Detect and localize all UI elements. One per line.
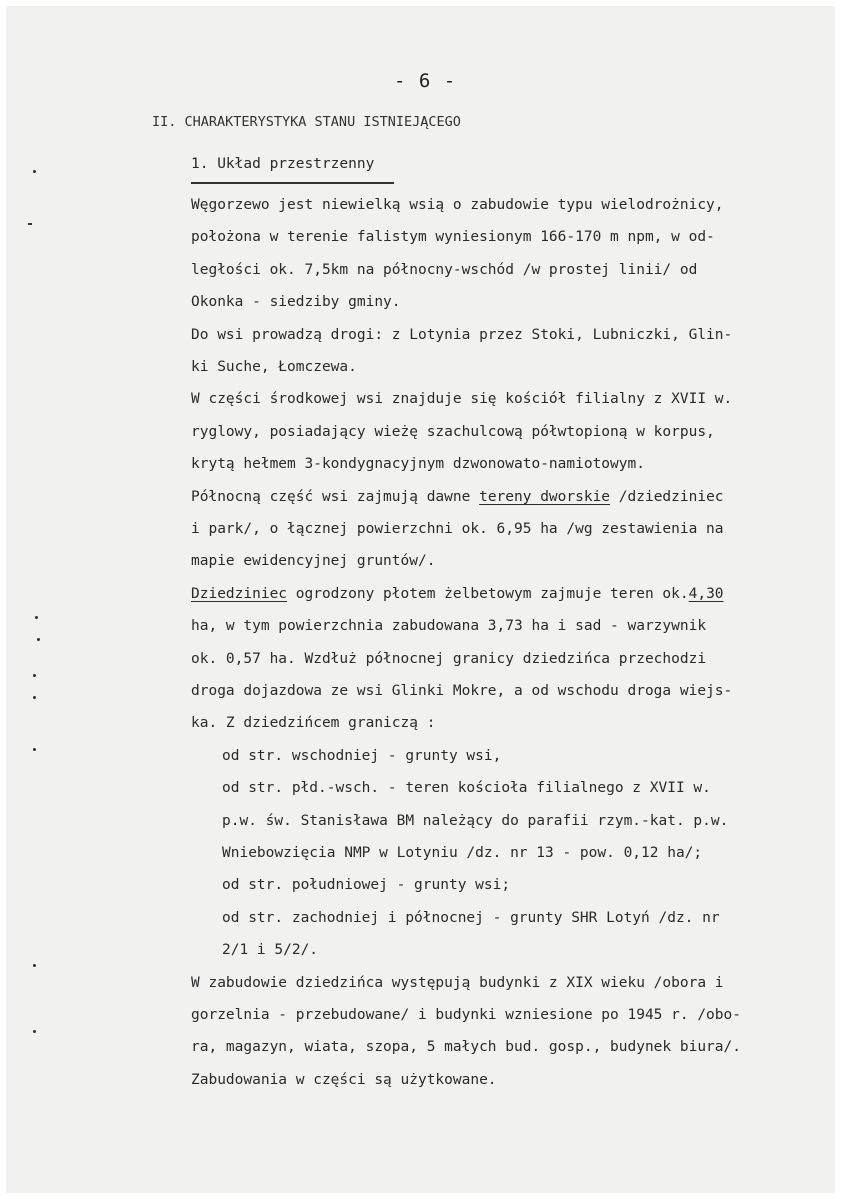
body-line xyxy=(191,358,357,376)
margin-mark xyxy=(33,696,36,699)
margin-mark xyxy=(37,638,40,641)
document-page xyxy=(6,6,835,1193)
body-line xyxy=(191,261,697,279)
line-text: mapie ewidencyjnej gruntów/. xyxy=(191,553,436,570)
body-line xyxy=(191,488,724,506)
margin-mark xyxy=(33,1030,36,1033)
line-text: ryglowy, posiadający wieżę szachulcową półwtopioną w korpus, xyxy=(191,423,715,440)
line-text: ha, w tym powierzchnia zabudowana 3,73 ha i sad - warzywnik xyxy=(191,618,707,635)
line-text: Okonka - siedziby gminy. xyxy=(191,294,401,311)
body-line xyxy=(191,293,401,311)
line-text: gorzelnia - przebudowane/ i budynki wzniesione po 1945 r. /obo- xyxy=(191,1007,741,1023)
page-number: - 6 - xyxy=(394,70,457,92)
margin-mark xyxy=(33,674,36,677)
chapter-title: II. CHARAKTERYSTYKA STANU ISTNIEJĄCEGO xyxy=(152,114,461,130)
line-text: droga dojazdowa ze wsi Glinki Mokre, a od wschodu droga wiejs- xyxy=(191,683,733,699)
line-text: ogrodzony płotem żelbetowym zajmuje teren ok. xyxy=(287,585,689,602)
body-line xyxy=(191,650,706,668)
body-line xyxy=(191,196,724,214)
body-line xyxy=(191,520,724,538)
line-text: 2/1 i 5/2/. xyxy=(222,942,319,959)
body-line xyxy=(222,747,501,765)
line-text: ki Suche, Łomczewa. xyxy=(191,359,357,375)
body-line xyxy=(191,1071,497,1089)
body-line xyxy=(191,714,435,732)
section-heading: 1. Układ przestrzenny xyxy=(191,156,375,172)
body-line xyxy=(222,909,720,927)
line-text: ległości ok. 7,5km na północny-wschód /w prostej linii/ od xyxy=(191,261,698,278)
underlined-text: Dziedziniec xyxy=(191,585,288,602)
body-line xyxy=(191,1038,741,1056)
margin-mark xyxy=(28,223,32,225)
heading-underline xyxy=(191,182,394,184)
line-text: Do wsi prowadzą drogi: z Lotynia przez Stoki, Lubniczki, Glin- xyxy=(191,326,733,343)
body-line xyxy=(222,941,318,959)
line-text: od str. południowej - grunty wsi; xyxy=(222,877,511,894)
line-text: ka. Z dziedzińcem graniczą : xyxy=(191,715,436,732)
margin-mark xyxy=(33,964,36,967)
line-text: W części środkowej wsi znajduje się kościół filialny z XVII w. xyxy=(191,391,733,408)
margin-mark xyxy=(33,748,36,751)
line-text: Węgorzewo jest niewielką wsią o zabudowie typu wielodrożnicy, xyxy=(191,197,724,213)
body-line xyxy=(222,844,702,862)
body-line xyxy=(191,585,724,603)
line-text: i park/, o łącznej powierzchni ok. 6,95 ha /wg zestawienia na xyxy=(191,521,724,537)
line-text: /dziedziniec xyxy=(610,488,724,505)
underlined-text: 4,30 xyxy=(688,585,724,602)
body-line xyxy=(191,228,715,246)
body-line xyxy=(191,682,732,700)
line-text: Północną część wsi zajmują dawne xyxy=(191,488,480,505)
line-text: W zabudowie dziedzińca występują budynki z XIX wieku /obora i xyxy=(191,974,724,991)
body-line xyxy=(191,423,715,441)
body-line xyxy=(191,390,732,408)
body-line xyxy=(222,812,728,830)
body-line xyxy=(191,617,706,635)
line-text: Wniebowzięcia NMP w Lotyniu /dz. nr 13 - pow. 0,12 ha/; xyxy=(222,845,703,861)
body-line xyxy=(191,552,435,570)
body-line xyxy=(222,779,711,797)
line-text: ok. 0,57 ha. Wzdłuż północnej granicy dziedzińca przechodzi xyxy=(191,650,707,667)
line-text: krytą hełmem 3-kondygnacyjnym dzwonowato-namiotowym. xyxy=(191,456,645,473)
body-line xyxy=(191,455,645,473)
body-line xyxy=(191,974,724,992)
margin-mark xyxy=(35,616,38,619)
body-line xyxy=(191,1006,741,1024)
body-line xyxy=(191,326,732,344)
line-text: od str. płd.-wsch. - teren kościoła filialnego z XVII w. xyxy=(222,780,711,797)
line-text: p.w. św. Stanisława BM należący do parafii rzym.-kat. p.w. xyxy=(222,812,729,829)
line-text: od str. wschodniej - grunty wsi, xyxy=(222,747,502,764)
line-text: od str. zachodniej i północnej - grunty SHR Lotyń /dz. nr xyxy=(222,909,720,926)
body-line xyxy=(222,876,510,894)
line-text: ra, magazyn, wiata, szopa, 5 małych bud. gosp., budynek biura/. xyxy=(191,1039,741,1056)
line-text: Zabudowania w części są użytkowane. xyxy=(191,1071,497,1088)
underlined-text: tereny dworskie xyxy=(479,488,611,505)
line-text: położona w terenie falistym wyniesionym 166-170 m npm, w od- xyxy=(191,229,715,246)
margin-mark xyxy=(33,170,36,173)
